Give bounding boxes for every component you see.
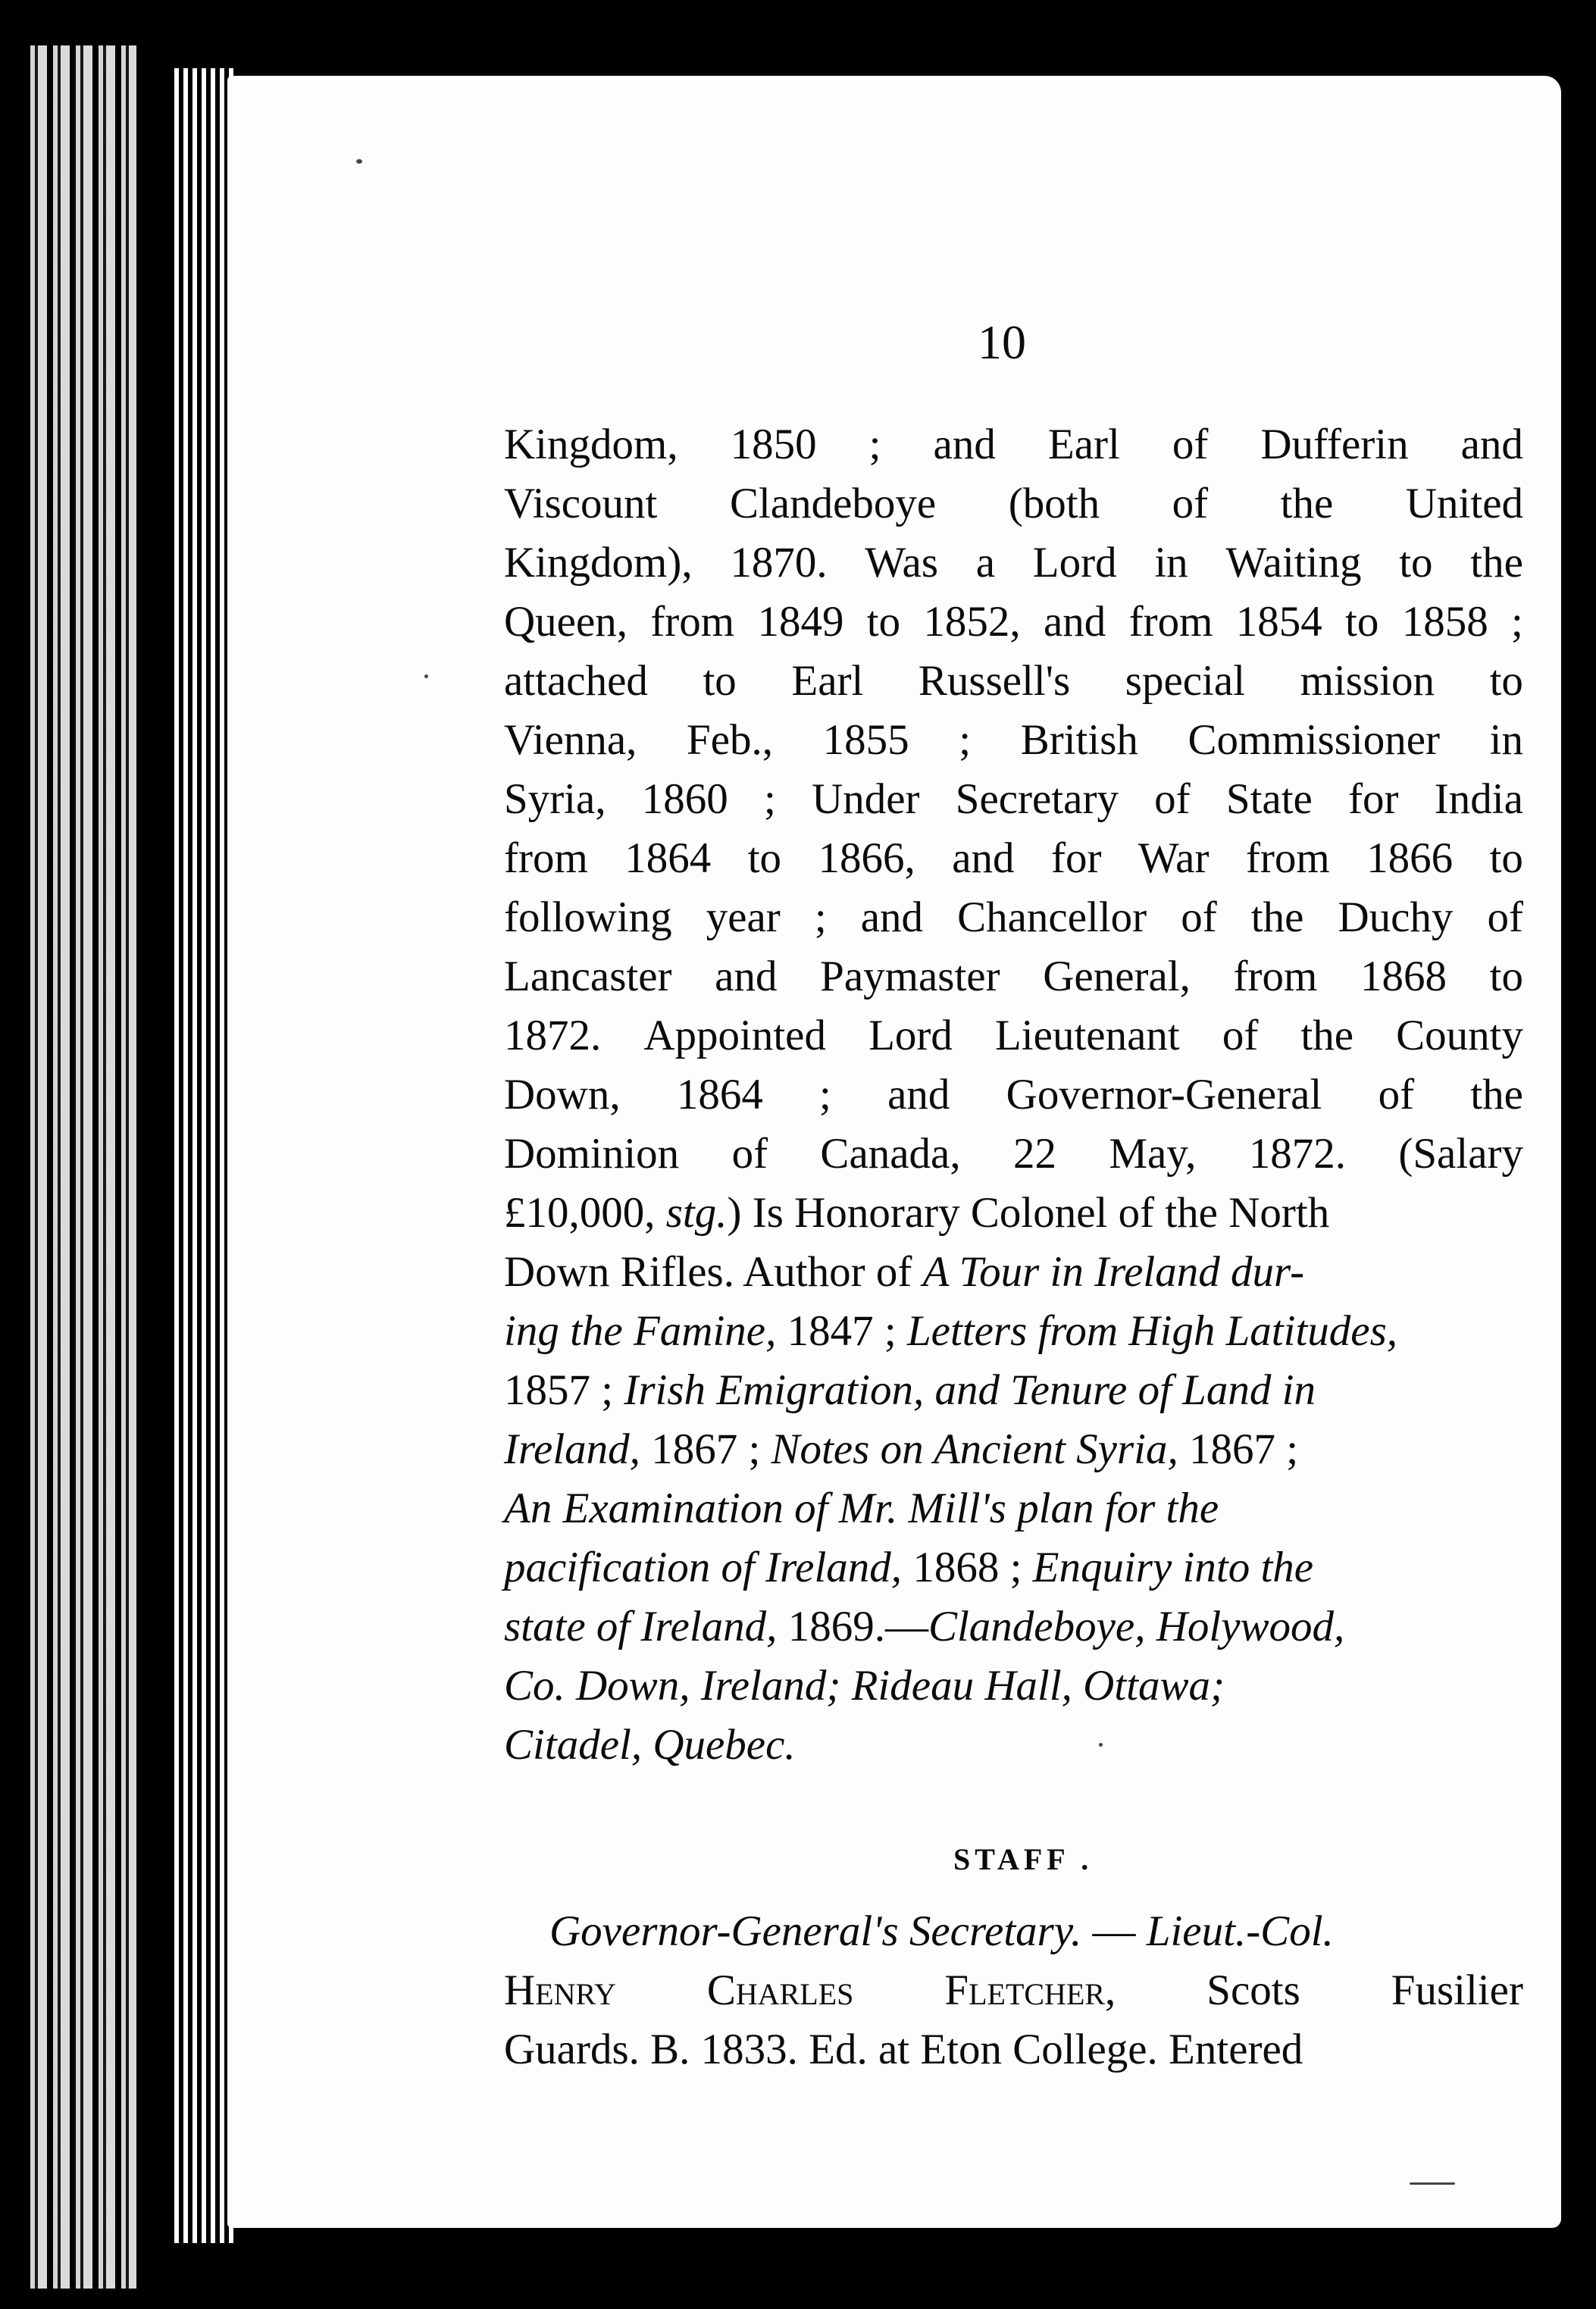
- word: the: [1470, 1071, 1523, 1119]
- page-number: 10: [978, 315, 1026, 369]
- word: Chancellor: [957, 893, 1147, 941]
- word: to: [1489, 834, 1523, 882]
- text-fragment: 1869.—: [777, 1603, 928, 1650]
- word: 1872.: [1248, 1130, 1346, 1178]
- word: of: [1172, 480, 1209, 527]
- text-line-2: [504, 474, 1523, 533]
- text-line-23: Citadel, Quebec.: [504, 1721, 796, 1769]
- text-line-19: An Examination of Mr. Mill's plan for the: [504, 1485, 1219, 1532]
- word: Dominion: [504, 1130, 680, 1178]
- word: and: [1460, 421, 1523, 468]
- word: Russell's: [918, 657, 1071, 705]
- name-word: Henry: [504, 1966, 616, 2014]
- word: and: [715, 953, 778, 1000]
- word: of: [1222, 1012, 1259, 1059]
- word: of: [1487, 893, 1523, 941]
- word: 22: [1012, 1130, 1056, 1178]
- word: special: [1125, 657, 1246, 705]
- justified-lines: [504, 415, 1523, 1184]
- word: Duchy: [1338, 893, 1454, 941]
- word: mission: [1300, 657, 1435, 705]
- word: from: [504, 834, 588, 882]
- word: Was: [865, 539, 939, 587]
- rank: Lieut.-Col.: [1146, 1907, 1334, 1955]
- book-title: Notes on Ancient Syria,: [771, 1425, 1178, 1473]
- scan-speck: [424, 674, 428, 678]
- text-line-1: [504, 415, 1523, 474]
- staff-line-1: [504, 1902, 1523, 1961]
- word: 1870.: [730, 539, 828, 587]
- word: 1866,: [818, 834, 915, 882]
- staff-entry: [504, 1902, 1523, 2079]
- book-title: A Tour in Ireland dur-: [922, 1248, 1305, 1296]
- word: a: [975, 539, 996, 587]
- word: (both: [1008, 480, 1100, 527]
- word: 1850: [730, 421, 817, 468]
- word: ;: [959, 716, 972, 764]
- word: in: [1154, 539, 1188, 587]
- word: India: [1434, 775, 1523, 823]
- position-title: Governor-General's Secretary.: [549, 1907, 1082, 1955]
- word: Vienna,: [504, 716, 637, 764]
- word: attached: [504, 657, 648, 705]
- text-line-4: [504, 593, 1523, 652]
- word: 1872.: [504, 1012, 602, 1059]
- word: May,: [1109, 1130, 1197, 1178]
- word: and: [933, 421, 996, 468]
- text-fragment: Down Rifles. Author of: [504, 1248, 923, 1296]
- word: of: [1172, 421, 1209, 468]
- word: of: [1378, 1071, 1415, 1119]
- italic-fragment: stg.: [665, 1189, 728, 1237]
- text-line-16: [504, 1302, 1523, 1361]
- word: Lieutenant: [994, 1012, 1180, 1059]
- book-title: Letters from High Latitudes,: [906, 1307, 1398, 1355]
- word: and: [887, 1071, 950, 1119]
- regiment-word: Scots: [1206, 1966, 1300, 2014]
- word: 1858: [1401, 598, 1488, 646]
- word: ;: [764, 775, 776, 823]
- book-title: Irish Emigration, and Tenure of Land in: [624, 1366, 1316, 1414]
- word: ;: [819, 1071, 831, 1119]
- scan-speck: [1410, 2182, 1455, 2185]
- book-title: Ireland,: [504, 1425, 640, 1473]
- word: ;: [1511, 598, 1523, 646]
- word: Kingdom),: [504, 539, 693, 587]
- word: Clandeboye: [729, 480, 937, 527]
- text-line-6: [504, 711, 1523, 770]
- word: Secretary: [955, 775, 1119, 823]
- word: Kingdom,: [504, 421, 678, 468]
- word: 1854: [1235, 598, 1322, 646]
- word: and: [952, 834, 1015, 882]
- regiment-word: Fusilier: [1391, 1966, 1523, 2014]
- text-line-20: [504, 1538, 1523, 1597]
- text-line-12: [504, 1065, 1523, 1125]
- word: Under: [812, 775, 920, 823]
- book-title: state of Ireland,: [504, 1603, 778, 1650]
- word: for: [1348, 775, 1399, 823]
- word: 1864: [676, 1071, 763, 1119]
- text-fragment: 1847 ;: [776, 1307, 907, 1355]
- word: 1852,: [923, 598, 1021, 646]
- word: 1849: [757, 598, 844, 646]
- word: County: [1396, 1012, 1523, 1059]
- biography-text: [504, 415, 1523, 1775]
- word: British: [1020, 716, 1138, 764]
- word: Waiting: [1225, 539, 1362, 587]
- word: Lord: [868, 1012, 953, 1059]
- word: 1860: [641, 775, 728, 823]
- text-fragment: 1867 ;: [1178, 1425, 1299, 1473]
- word: following: [504, 893, 672, 941]
- text-line-5: [504, 652, 1523, 711]
- word: War: [1138, 834, 1210, 882]
- text-line-22: Co. Down, Ireland; Rideau Hall, Ottawa;: [504, 1662, 1225, 1710]
- book-title: ing the Famine,: [504, 1307, 777, 1355]
- staff-line-2: [504, 1961, 1523, 2020]
- word: Down,: [504, 1071, 621, 1119]
- word: of: [1181, 893, 1217, 941]
- text-fragment: 1857 ;: [504, 1366, 624, 1414]
- word: from: [650, 598, 735, 646]
- word: the: [1250, 893, 1304, 941]
- word: the: [1280, 480, 1334, 527]
- binding-edge: [30, 45, 136, 2289]
- text-line-14: [504, 1184, 1523, 1243]
- word: (Salary: [1398, 1130, 1523, 1178]
- text-line-9: [504, 888, 1523, 947]
- word: in: [1489, 716, 1523, 764]
- word: State: [1225, 775, 1313, 823]
- word: to: [1489, 657, 1523, 705]
- text-line-18: [504, 1420, 1523, 1479]
- word: 1864: [624, 834, 712, 882]
- word: and: [1043, 598, 1106, 646]
- name-word: Charles: [706, 1966, 854, 2014]
- word: Appointed: [643, 1012, 826, 1059]
- book-spine: [0, 0, 227, 2309]
- text-fragment: ) Is Honorary Colonel of the North: [727, 1189, 1330, 1237]
- word: Governor-General: [1006, 1071, 1322, 1119]
- word: Canada,: [820, 1130, 961, 1178]
- word: United: [1405, 480, 1523, 527]
- word: ;: [814, 893, 827, 941]
- word: 1866: [1366, 834, 1454, 882]
- word: the: [1470, 539, 1523, 587]
- word: from: [1233, 953, 1318, 1000]
- word: Feb.,: [687, 716, 774, 764]
- text-fragment: 1867 ;: [640, 1425, 771, 1473]
- book-title: Enquiry into the: [1032, 1544, 1314, 1591]
- word: to: [866, 598, 901, 646]
- word: from: [1128, 598, 1213, 646]
- word: for: [1050, 834, 1102, 882]
- text-line-7: [504, 770, 1523, 829]
- scan-speck: [356, 159, 362, 164]
- staff-line-3: Guards. B. 1833. Ed. at Eton College. Entered: [504, 2026, 1303, 2073]
- word: to: [1489, 953, 1523, 1000]
- address: Clandeboye, Holywood,: [928, 1603, 1345, 1650]
- text-line-21: [504, 1597, 1523, 1657]
- word: to: [747, 834, 782, 882]
- dash: —: [1081, 1907, 1147, 1955]
- word: ;: [868, 421, 881, 468]
- text-line-11: [504, 1006, 1523, 1065]
- word: from: [1245, 834, 1330, 882]
- word: to: [1345, 598, 1379, 646]
- text-fragment: £10,000,: [504, 1189, 666, 1237]
- word: 1868: [1360, 953, 1447, 1000]
- word: 1855: [822, 716, 909, 764]
- word: Lancaster: [504, 953, 672, 1000]
- text-line-3: [504, 533, 1523, 593]
- word: and: [860, 893, 924, 941]
- name-word: Fletcher,: [944, 1966, 1116, 2014]
- book-title: pacification of Ireland,: [504, 1544, 903, 1591]
- text-line-10: [504, 947, 1523, 1006]
- page-edges: [174, 68, 235, 2243]
- text-line-17: [504, 1361, 1523, 1420]
- word: Commissioner: [1188, 716, 1441, 764]
- section-heading: STAFF .: [953, 1842, 1094, 1876]
- word: Syria,: [504, 775, 606, 823]
- word: Queen,: [504, 598, 628, 646]
- word: to: [1399, 539, 1433, 587]
- scan-speck: [1099, 1743, 1103, 1747]
- word: the: [1300, 1012, 1354, 1059]
- word: of: [731, 1130, 768, 1178]
- word: Paymaster: [820, 953, 1000, 1000]
- text-line-8: [504, 829, 1523, 888]
- text-line-13: [504, 1125, 1523, 1184]
- word: Dufferin: [1260, 421, 1409, 468]
- word: Viscount: [504, 480, 658, 527]
- word: to: [703, 657, 737, 705]
- text-fragment: 1868 ;: [902, 1544, 1033, 1591]
- word: Earl: [1047, 421, 1120, 468]
- word: of: [1154, 775, 1191, 823]
- word: Earl: [791, 657, 864, 705]
- word: year: [706, 893, 781, 941]
- word: Lord: [1032, 539, 1117, 587]
- word: General,: [1043, 953, 1191, 1000]
- text-line-15: [504, 1243, 1523, 1302]
